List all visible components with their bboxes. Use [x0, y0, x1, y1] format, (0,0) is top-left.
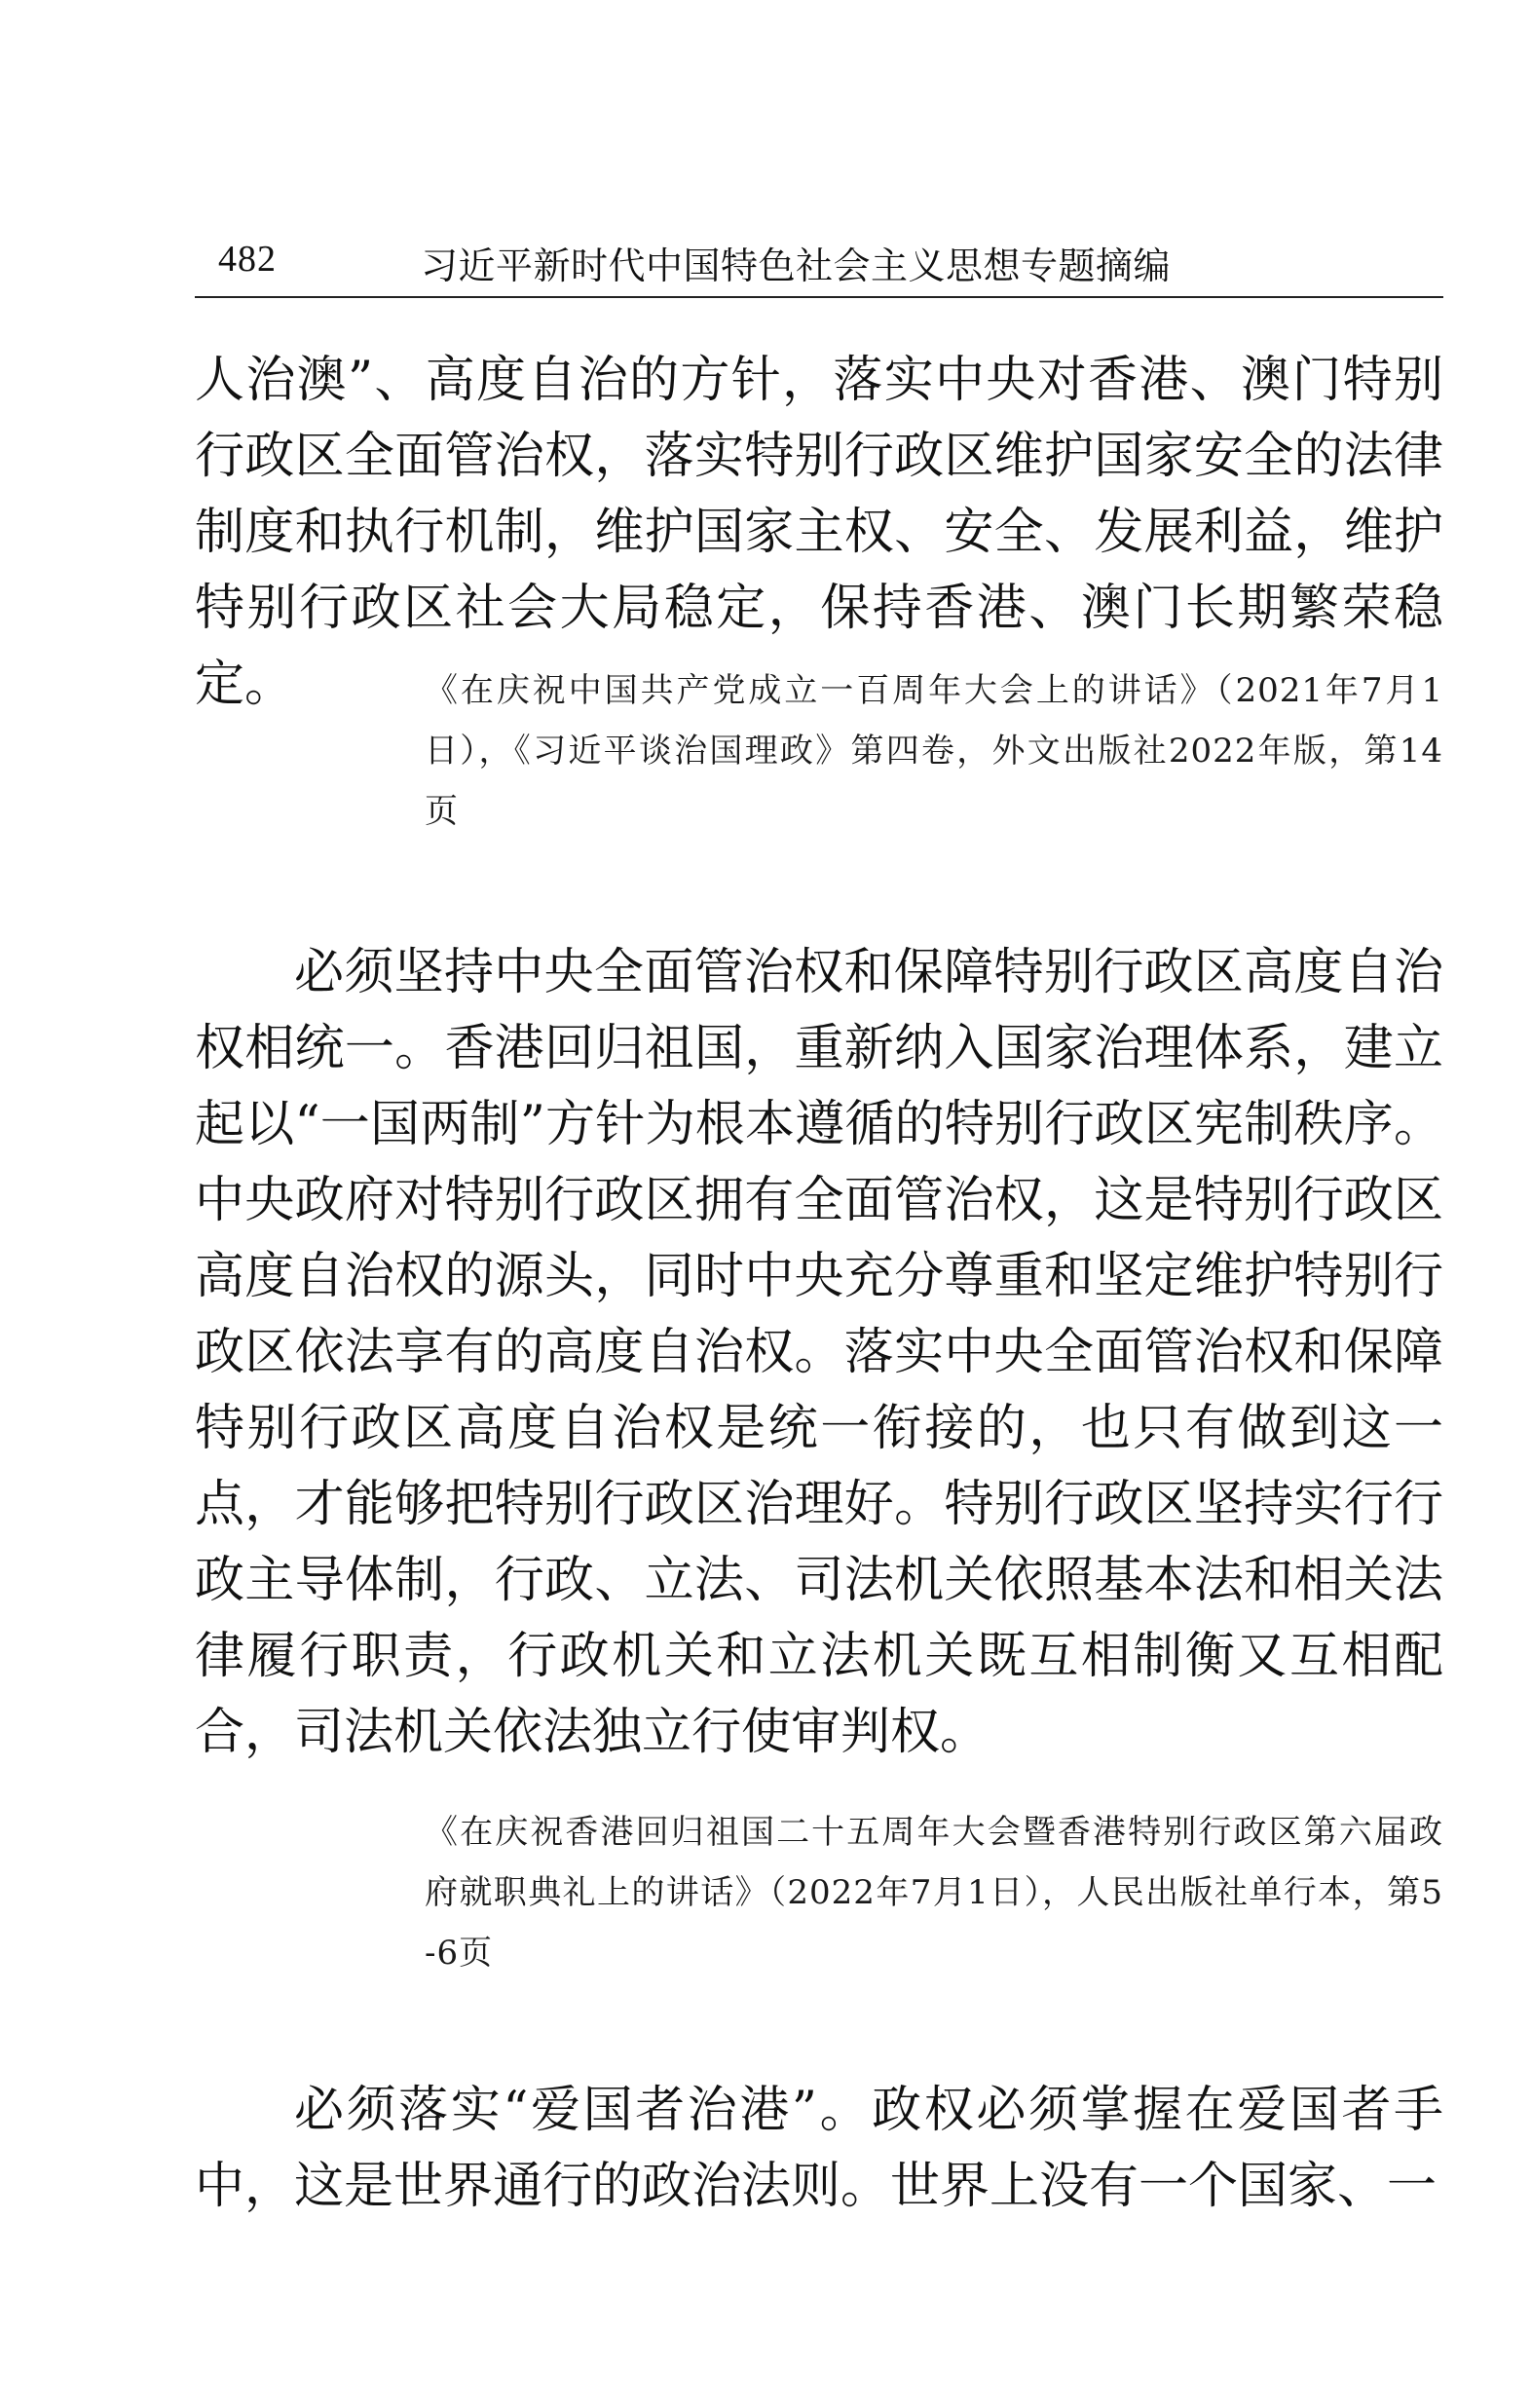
body-paragraph-1: 人治澳”、高度自治的方针，落实中央对香港、澳门特别行政区全面管治权，落实特别行政区维护国家安全的法律制度和执行机制，维护国家主权、安全、发展利益，维护特别行政区社会大局稳定，保持香港、澳门长期繁荣稳定。 — [195, 352, 1443, 713]
running-title: 习近平新时代中国特色社会主义思想专题摘编 — [421, 245, 1172, 287]
header-rule — [195, 296, 1443, 298]
citation-1: 《在庆祝中国共产党成立一百周年大会上的讲话》（2021年7月1日），《习近平谈治国理政》第四卷，外文出版社2022年版，第14页 — [425, 671, 1443, 831]
citation-2: 《在庆祝香港回归祖国二十五周年大会暨香港特别行政区第六届政府就职典礼上的讲话》（2022年7月1日），人民出版社单行本，第5-6页 — [425, 1813, 1443, 1973]
page-number: 482 — [218, 239, 277, 280]
body-paragraph-2: 必须坚持中央全面管治权和保障特别行政区高度自治权相统一。香港回归祖国，重新纳入国家治理体系，建立起以“一国两制”方针为根本遵循的特别行政区宪制秩序。中央政府对特别行政区拥有全面管治权，这是特别行政区高度自治权的源头，同时中央充分尊重和坚定维护特别行政区依法享有的高度自治权。落实中央全面管治权和保障特别行政区高度自治权是统一衔接的，也只有做到这一点，才能够把特别行政区治理好。特别行政区坚持实行行政主导体制，行政、立法、司法机关依照基本法和相关法律履行职责，行政机关和立法机关既互相制衡又互相配合，司法机关依法独立行使审判权。 — [195, 944, 1443, 1761]
body-paragraph-3: 必须落实“爱国者治港”。政权必须掌握在爱国者手中，这是世界通行的政治法则。世界上没有一个国家、一 — [195, 2082, 1443, 2215]
page-header — [195, 220, 1443, 288]
